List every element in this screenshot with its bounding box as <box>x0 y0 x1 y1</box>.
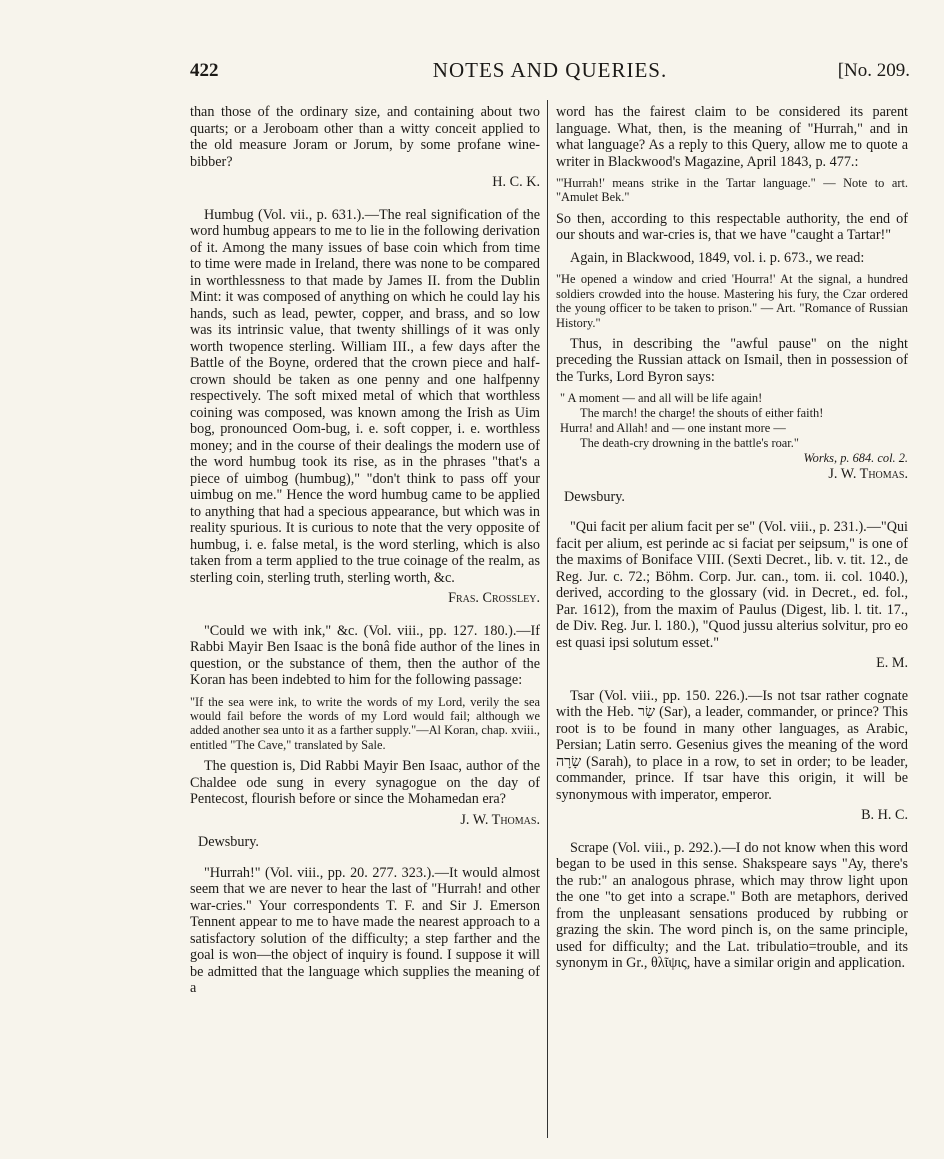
qui-facit-article: "Qui facit per alium facit per se" (Vol. viii., p. 231.).—"Qui facit per alium, est perinde ac si faciat per seipsum," is one of the maxims of Boniface VIII. (Sexti Decret., lib. v. tit. 12., de Reg. Jur. c. 72.; Böhm. Corp. Jur. can., tom. ii. col. 1040.), derived, according to the glossary (vid. in Decret., ed. fol., Par. 1612), from the maxim of Paulus (Digest, lib. l. tit. 17., de Div. Reg. Jur. l. 180.), "Quod jussu alterius solvitur, pro eo est quasi ipsi solutum esset." <box>556 519 908 651</box>
byron-intro: Thus, in describing the "awful pause" on the night preceding the Russian attack on Ismail, then in possession of the Turks, Lord Byron says: <box>556 335 908 385</box>
signature-em: E. M. <box>876 655 908 672</box>
right-paragraph-3: Again, in Blackwood, 1849, vol. i. p. 673., we read: <box>570 249 865 266</box>
verse-line-4: The death-cry drowning in the battle's roar." <box>580 436 799 451</box>
signature-bhc: B. H. C. <box>861 807 908 824</box>
scrape-article: Scrape (Vol. viii., p. 292.).—I do not know when this word began to be used in this sense. Shakspeare says "Ay, there's the rub:" an analogous phrase, which may throw light upon the one "to get into a scrape." Both are metaphors, derived from the unpleasant sensations produced by rubbing or grazing the skin. The word pinch is, on the same principle, used for difficulty; and the Lat. tribulatio=trouble, and its synonym in Gr., θλῖψις, have a similar origin and application. <box>556 839 908 972</box>
signature-crossley: Fras. Crossley. <box>448 590 540 606</box>
verse-line-3: Hurra! and Allah! and — one instant more — <box>560 421 786 436</box>
hurrah-article: "Hurrah!" (Vol. viii., pp. 20. 277. 323.).—It would almost seem that we are never to hear the last of "Hurrah! and other war-cries." Your correspondents T. F. and Sir J. Emerson Tennent appear to me to have made the nearest approach to a satisfactory solution of the difficulty; a step farther and the goal is won—the object of inquiry is found. I suppose it will be admitted that the language which supplies the meaning of a <box>190 864 540 997</box>
could-we-with-ink-article: "Could we with ink," &c. (Vol. viii., pp. 127. 180.).—If Rabbi Mayir Ben Isaac is the bonâ fide author of the lines in question, or the substance of them, then the author of the Koran has been indebted to him for the following passage: <box>190 622 540 688</box>
blackwood-quote-2: "He opened a window and cried 'Hourra!' At the signal, a hundred soldiers crowded into the house. Mastering his fury, the Czar ordered the young officer to be taken to prison." — Art. "Romance of Russian History." <box>556 272 908 330</box>
humbug-article: Humbug (Vol. vii., p. 631.).—The real signification of the word humbug appears to me to lie in the following derivation of it. Among the many issues of base coin which from time to time were made in Ireland, there was none to be compared in worthlessness to that made by James II. from the Dublin Mint: it was composed of anything on which he could lay his hands, such as lead, pewter, copper, and brass, and so low was its intrinsic value, that twenty shillings of it was only worth twopence sterling. William III., a few days after the Battle of the Boyne, ordered that the crown piece and half-crown should be taken as one penny and one halfpenny respectively. The soft mixed metal of which that worthless coining was composed, was known among the Irish as Uim bog, pronounced Oom-bug, i. e. soft copper, i. e. worthless money; and in the course of their dealings the modern use of the word humbug took its rise, as in the phrases "that's a piece of uimbog (humbug)," "don't think to pass off your uimbug on me." Hence the word humbug came to be applied to anything that had a specious appearance, but which was in reality spurious. It is curious to note that the very opposite of humbug, i. e. false metal, is the word sterling, which is also taken from a term applied to the true coinage of the realm, as sterling coin, sterling truth, sterling worth, &c. <box>190 206 540 586</box>
place-dewsbury-right: Dewsbury. <box>564 488 625 505</box>
right-column <box>556 104 908 978</box>
rabbi-question: The question is, Did Rabbi Mayir Ben Isaac, author of the Chaldee ode sung in every synagogue on the day of Pentecost, flourish before or since the Mohamedan era? <box>190 758 540 808</box>
place-dewsbury-left: Dewsbury. <box>198 834 259 851</box>
signature-thomas-right: J. W. Thomas. <box>828 466 908 483</box>
issue-number: [No. 209. <box>837 60 910 81</box>
column-rule <box>547 100 548 1138</box>
signature-thomas-left: J. W. Thomas. <box>460 811 540 828</box>
koran-quote: "If the sea were ink, to write the words of my Lord, verily the sea would fail before the words of my Lord would fail; although we added another sea unto it as a farther supply."—Al Koran, chap. xviii., entitled "The Cave," translated by Sale. <box>190 694 540 752</box>
signature-hck: H. C. K. <box>492 174 540 190</box>
right-paragraph-1: word has the fairest claim to be considered its parent language. What, then, is the meaning of "Hurrah," and in what language? As a reply to this Query, allow me to quote a writer in Blackwood's Magazine, April 1843, p. 477.: <box>556 104 908 170</box>
verse-reference: Works, p. 684. col. 2. <box>803 451 908 466</box>
verse-line-1: " A moment — and all will be life again! <box>560 391 763 406</box>
blackwood-quote-1: "'Hurrah!' means strike in the Tartar language." — Note to art. "Amulet Bek." <box>556 176 908 205</box>
tsar-article: Tsar (Vol. viii., pp. 150. 226.).—Is not tsar rather cognate with the Heb. שַׂר (Sar), a leader, commander, or prince? This root is to be found in many other languages, as Arabic, Persian; Latin serro. Gesenius gives the meaning of the word שָׂרָה (Sarah), to place in a row, to set in order; to be leader, commander, prince. If tsar have this origin, it will be synonymous with imperator, emperor. <box>556 687 908 803</box>
right-paragraph-2: So then, according to this respectable authority, the end of our shouts and war-cries is, that we have "caught a Tartar!" <box>556 210 908 244</box>
page-header <box>190 58 910 88</box>
journal-title: NOTES AND QUERIES. <box>432 58 668 82</box>
page-number: 422 <box>190 60 219 81</box>
left-column <box>190 104 540 1003</box>
verse-line-2: The march! the charge! the shouts of either faith! <box>580 406 824 421</box>
byron-verse <box>556 391 908 466</box>
left-paragraph-1: than those of the ordinary size, and containing about two quarts; or a Jeroboam other than a witty conceit applied to the old measure Joram or Jorum, by some profane wine-bibber? <box>190 104 540 170</box>
